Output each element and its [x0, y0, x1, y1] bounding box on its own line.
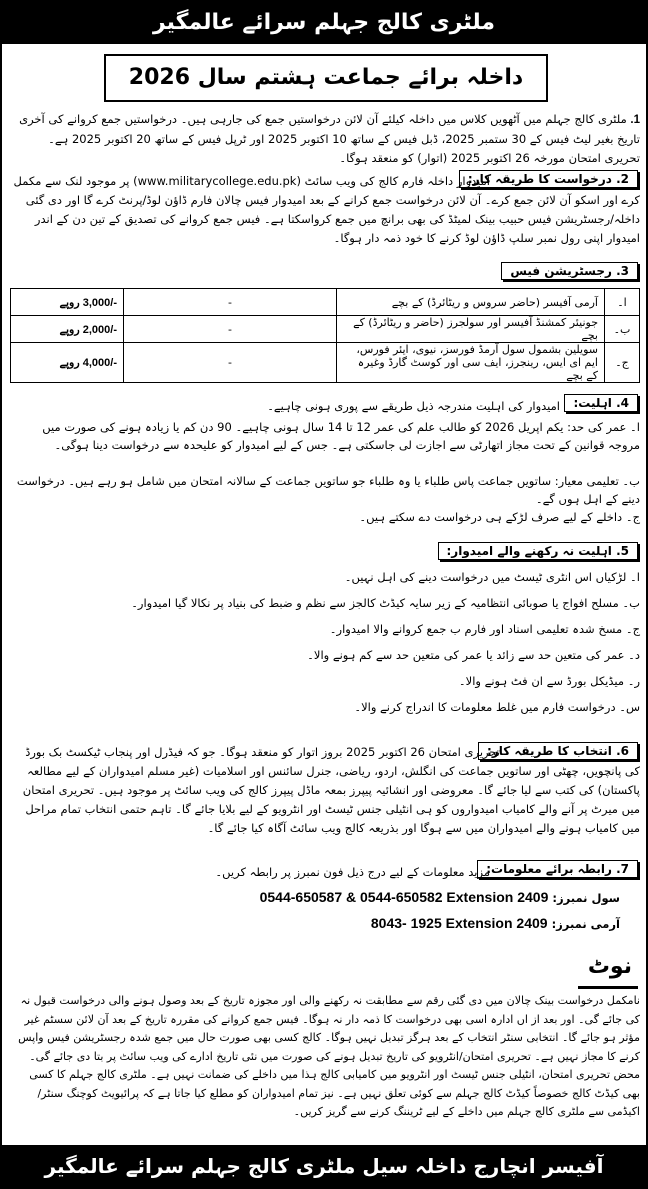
fee-row: [11, 316, 640, 343]
section-7-intro: مزید معلومات کے لیے درج ذیل فون نمبرز پر رابطہ کریں۔: [215, 865, 490, 879]
section-4-age-limit: ا۔ عمر کی حد: یکم اپریل 2026 کو طالب علم کی عمر 12 تا 14 سال ہونی چاہیے۔ 90 دن کم یا زیادہ ہونے کی صورت میں مروجہ قوانین کے تحت مجاز اتھارٹی سے اجازت لی جاسکتی ہے۔ جس کے لیے امیدوار کو علیحدہ سے درخواست دینا ہوگی۔: [42, 420, 640, 452]
section-2-text: امیدوار داخلہ فارم کالج کی ویب سائٹ (www.militarycollege.edu.pk) پر موجود لنک سے مکمل کرے اور اسکو آن لائن جمع کرے۔ آن لائن درخواست جمع کرانے کے بعد امیدوار فیس چالان فارم ڈاؤن لوڈ/پرنٹ کرے گا اور دی گئی داخلہ/رجسٹریشن فیس حبیب بینک لمیٹڈ کی بھی برانچ میں جمع کرواسکتا ہے۔ فیس جمع کروانے کی تصدیق کے تین دن کے اندر امیدوار اپنی رول نمبر سلپ ڈاؤن لوڈ کرنے کا خود ذمہ دار ہوگا۔: [13, 174, 640, 245]
fee-amount: -/3,000 روپے: [11, 289, 124, 316]
registration-fee-table: [10, 288, 640, 383]
fee-dash: -: [124, 343, 337, 383]
fee-label: ج۔: [605, 343, 640, 383]
ineligible-item: ر۔ میڈیکل بورڈ سے ان فٹ ہونے والا۔: [458, 674, 640, 688]
section-2-header: 2. درخواست کا طریقہ کار:: [459, 170, 638, 188]
section-4-gender: ج۔ داخلے کے لیے صرف لڑکے ہی درخواست دے سکتے ہیں۔: [359, 510, 640, 524]
section-7-header: 7. رابطہ برائے معلومات:: [477, 860, 638, 878]
fee-amount: -/2,000 روپے: [11, 316, 124, 343]
fee-row: [11, 289, 640, 316]
fee-description: سویلین بشمول سول آرمڈ فورسز، نیوی، ایئر فورس، ایم ای ایس، رینجرز، ایف سی اور کوسٹ گارڈ وغیرہ کے بچے: [337, 343, 605, 383]
section-4-header: 4. اہلیت:: [564, 394, 638, 412]
note-title: نوٹ: [587, 954, 632, 979]
note-underline: [578, 986, 638, 989]
fee-dash: -: [124, 289, 337, 316]
section-6-text: تحریری امتحان 26 اکتوبر 2025 بروز اتوار کو منعقد ہوگا۔ جو کہ فیڈرل اور پنجاب ٹیکسٹ بک بورڈ کی پانچویں، چھٹی اور ساتویں جماعت کی انگلش، اردو، ریاضی، جنرل سائنس اور اسلامیات (غیر مسلم امیدواران کے لیے مطالعہ پاکستان) کی کتب سے لیا جائے گا۔ معروضی اور انشائیہ پیپرز بمعہ ماڈل پیپرز کالج کی ویب سائٹ پر موجود ہیں۔ تحریری امتحان میں میرٹ پر آنے والے کامیاب امیدواروں کو ہی انٹیلی جنس ٹیسٹ اور انٹرویو کے لیے بلایا جائے گا۔ تاہم حتمی انتخاب تمام مراحل میں کامیاب ہونے والے امیدواران میں سے ہوگا اور بذریعہ کالج ویب سائٹ آگاہ کیا جائے گا۔: [22, 745, 640, 835]
section-4-intro: امیدوار کی اہلیت مندرجہ ذیل طریقے سے پوری ہونی چاہیے۔: [267, 399, 560, 413]
ineligible-item: د۔ عمر کی متعین حد سے زائد یا عمر کی متعین حد سے کم ہونے والا۔: [307, 648, 640, 662]
section-4-education: ب۔ تعلیمی معیار: ساتویں جماعت پاس طلباء یا وہ طلباء جو ساتویں جماعت کے سالانہ امتحان میں شامل ہو رہے ہیں۔ درخواست دینے کے اہل ہوں گے۔: [16, 474, 640, 506]
fee-amount: -/4,000 روپے: [11, 343, 124, 383]
ineligible-item: ب۔ مسلح افواج یا صوبائی انتظامیہ کے زیر سایہ کیڈٹ کالجز سے نظم و ضبط کی بنیاد پر نکالا گیا امیدوار۔: [131, 596, 640, 610]
fee-description: جونیئر کمشنڈ آفیسر اور سولجرز (حاضر و ریٹائرڈ) کے بچے: [337, 316, 605, 343]
civil-numbers-line: [10, 888, 620, 907]
section-5-header: 5. اہلیت نہ رکھنے والے امیدوار:: [438, 542, 639, 560]
army-numbers: 8043- 1925 Extension 2409: [370, 915, 548, 931]
ineligible-item: ج۔ مسخ شدہ تعلیمی اسناد اور فارم ب جمع کروانے والا امیدوار۔: [329, 622, 640, 636]
intro-paragraph: [10, 110, 640, 168]
section-3-header: 3. رجسٹریشن فیس: [501, 262, 638, 280]
civil-label: سول نمبرز:: [552, 891, 620, 905]
army-numbers-line: [10, 914, 620, 933]
intro-text: ملٹری کالج جہلم میں آٹھویں کلاس میں داخلہ کیلئے آن لائن درخواستیں جمع کی جارہی ہیں۔ درخواستیں جمع کروانے کی آخری تاریخ بغیر لیٹ فیس کے 30 ستمبر 2025، ڈبل فیس کے ساتھ 10 اکتوبر 2025 اور ٹرپل فیس کے ساتھ 20 اکتوبر 2025 ہے۔ تحریری امتحان مورخہ 26 اکتوبر 2025 (اتوار) کو منعقد ہوگا۔: [19, 112, 640, 165]
top-banner-title: ملٹری کالج جہلم سرائے عالمگیر: [2, 2, 646, 44]
ineligible-item: ا۔ لڑکیاں اس انٹری ٹیسٹ میں درخواست دینے کی اہل نہیں۔: [344, 570, 640, 584]
note-text: نامکمل درخواست بینک چالان میں دی گئی رقم سے مطابقت نہ رکھنے والی اور مجوزہ تاریخ کے بعد وصول ہونے والی درخواست قبول نہ کی جائے گی۔ اور بعد از اں ادارہ اسی بھی درخواست کا ذمہ دار نہ ہوگا۔ فیس جمع کروانے کی مقررہ تاریخ کے بعد آن لائن سسٹم غیر مؤثر ہو جائے گا۔ انتخابی سنٹر انتخاب کے بعد ہرگز تبدیل نہیں ہوگا۔ کالج کسی بھی صورت حال میں جمع شدہ رجسٹریشن فیس واپس کرنے کا مجاز نہیں ہے۔ تحریری امتحان/انٹرویو کی تاریخ تبدیل ہونے کی صورت میں نئی تاریخ ادارے کی ویب سائٹ پر بتا دی جائے گی۔ محض تحریری امتحان، انٹیلی جنس ٹیسٹ اور انٹرویو میں کامیابی کالج ہذا میں داخلے کی ضمانت نہیں ہے۔ ملٹری کالج جہلم کا کسی بھی کیڈٹ کالج خصوصاً کیڈٹ کالج جہلم سے کوئی تعلق نہیں ہے۔ نیز تمام امیدواران کو مطلع کیا جاتا ہے کہ پرائیویٹ کوچنگ سنٹر/اکیڈمی سے ملٹری کالج جہلم میں داخلے کے لیے ٹریننگ کرنے سے گریز کریں۔: [18, 994, 640, 1118]
ineligible-item: س۔ درخواست فارم میں غلط معلومات کا اندراج کرنے والا۔: [354, 700, 640, 714]
army-label: آرمی نمبرز:: [551, 917, 620, 931]
main-title: داخلہ برائے جماعت ہشتم سال 2026: [104, 54, 548, 102]
footer-signature: آفیسر انچارج داخلہ سیل ملٹری کالج جہلم سرائے عالمگیر: [2, 1145, 646, 1187]
fee-row: [11, 343, 640, 383]
section-6-header: 6. انتخاب کا طریقہ کار:: [478, 742, 638, 760]
section-1-number: 1.: [630, 114, 640, 126]
fee-description: آرمی آفیسر (حاضر سروس و ریٹائرڈ) کے بچے: [337, 289, 605, 316]
fee-label: ب۔: [605, 316, 640, 343]
civil-numbers: 0544-650587 & 0544-650582 Extension 2409: [259, 889, 549, 905]
fee-dash: -: [124, 316, 337, 343]
fee-label: ا۔: [605, 289, 640, 316]
